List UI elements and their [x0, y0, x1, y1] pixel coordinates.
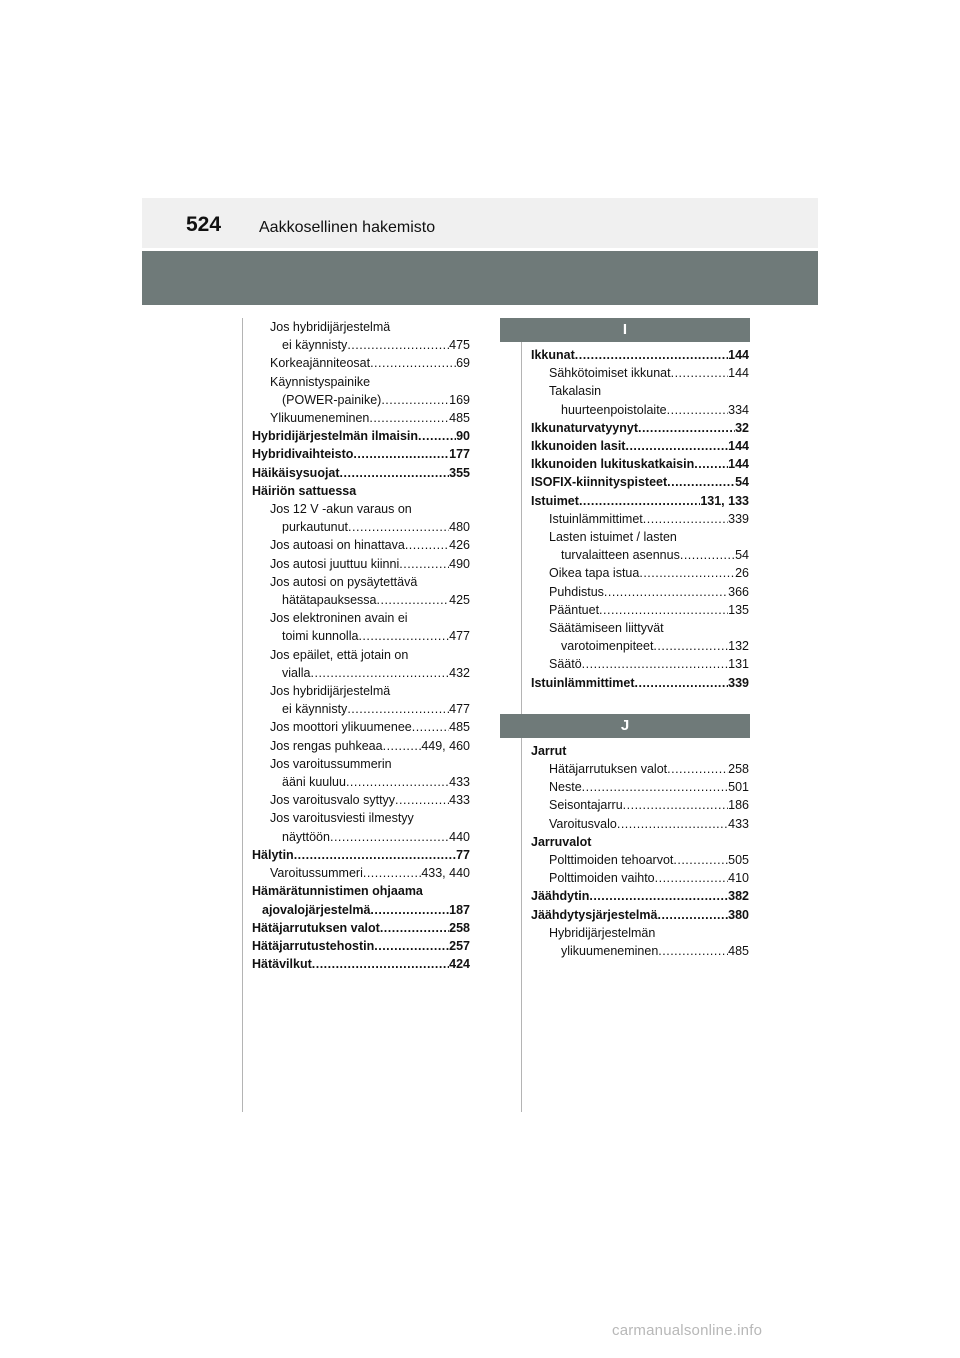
index-entry-text: Neste — [549, 780, 582, 795]
index-entry — [252, 809, 470, 827]
index-entry-text: Seisontajarru — [549, 798, 623, 813]
index-entry-text: Säätämiseen liittyvät — [549, 621, 664, 636]
section-letter-i: I — [500, 318, 750, 342]
dot-leader — [294, 846, 456, 864]
index-entry-page: 131 — [728, 657, 749, 672]
index-entry-text: Hätäjarrutuksen valot — [252, 920, 380, 935]
dot-leader — [358, 627, 449, 645]
index-entry-text: Takalasin — [549, 384, 602, 399]
index-entry — [531, 382, 749, 400]
dot-leader — [657, 906, 728, 924]
index-entry-text: Hälytin — [252, 847, 294, 862]
index-entry-text: Jarrut — [531, 743, 567, 758]
index-entry-page: 477 — [449, 702, 470, 717]
index-entry — [252, 864, 470, 882]
index-entry-text: Säätö — [549, 657, 582, 672]
index-entry — [531, 546, 749, 564]
index-entry-text: Jarruvalot — [531, 834, 592, 849]
index-entry-page: 144 — [728, 457, 749, 472]
index-entry-page: 426 — [449, 538, 470, 553]
index-entry-page: 135 — [728, 602, 749, 617]
index-entry-text: Pääntuet — [549, 602, 600, 617]
index-entry-page: 169 — [449, 392, 470, 407]
dot-leader — [658, 942, 728, 960]
index-entry — [252, 482, 470, 500]
dot-leader — [579, 492, 700, 510]
index-entry-page: 54 — [735, 475, 749, 490]
index-entry-text: Korkeajänniteosat — [270, 356, 371, 371]
dot-leader — [369, 409, 449, 427]
index-entry-page: 410 — [728, 871, 749, 886]
page-title: Aakkosellinen hakemisto — [259, 219, 436, 236]
index-entry — [252, 646, 470, 664]
left-column-rule — [242, 318, 243, 1112]
index-entry-page: 132 — [728, 639, 749, 654]
index-entry-text: Jos varoitusviesti ilmestyy — [270, 811, 414, 826]
index-left-column — [252, 318, 470, 973]
index-entry-page: 144 — [728, 348, 749, 362]
index-entry-text: ei käynnisty — [282, 702, 348, 717]
index-entry — [252, 955, 470, 973]
header-band — [142, 251, 818, 305]
index-entry-page: 382 — [728, 889, 749, 904]
index-right-column — [531, 318, 749, 960]
index-entry-page: 480 — [449, 520, 470, 535]
index-entry — [531, 564, 749, 582]
index-entry — [252, 755, 470, 773]
index-entry — [531, 437, 749, 455]
index-entry-text: toimi kunnolla — [282, 629, 359, 644]
index-entry-page: 433 — [449, 775, 470, 790]
index-entry-text: ei käynnisty — [282, 338, 348, 353]
index-entry — [531, 601, 749, 619]
dot-leader — [363, 864, 421, 882]
index-entry — [531, 583, 749, 601]
index-entry — [531, 492, 749, 510]
index-entry-text: varotoimenpiteet — [561, 639, 654, 654]
index-entry-page: 187 — [449, 902, 470, 917]
index-entry-text: Varoitusvalo — [549, 816, 617, 831]
index-entry-text: Jos varoitusvalo syttyy — [270, 793, 396, 808]
dot-leader — [653, 637, 728, 655]
index-entry — [531, 419, 749, 437]
dot-leader — [374, 937, 449, 955]
dot-leader — [673, 851, 728, 869]
index-entry — [252, 464, 470, 482]
index-entry-text: (POWER-painike) — [282, 392, 382, 407]
index-entry-text: Jos moottori ylikuumenee — [270, 720, 412, 735]
index-entry-text: Häiriön sattuessa — [252, 483, 357, 498]
dot-leader — [667, 401, 729, 419]
index-entry-text: Ikkunoiden lasit — [531, 439, 626, 454]
index-entry — [531, 815, 749, 833]
index-entry-page: 177 — [449, 447, 470, 462]
index-entry — [252, 409, 470, 427]
index-entry-text: Jos epäilet, että jotain on — [270, 647, 409, 662]
dot-leader — [312, 955, 449, 973]
index-entry-page: 258 — [728, 762, 749, 777]
index-entry-text: Hätävilkut — [252, 957, 312, 972]
dot-leader — [370, 901, 449, 919]
index-entry — [252, 627, 470, 645]
index-entry-page: 257 — [449, 938, 470, 953]
index-entry — [252, 700, 470, 718]
header-bar — [142, 198, 818, 248]
index-entry-text: Hätäjarrutuksen valot — [549, 762, 668, 777]
index-entry — [531, 510, 749, 528]
dot-leader — [412, 718, 449, 736]
index-entry-text: Sähkötoimiset ikkunat — [549, 366, 671, 381]
dot-leader — [582, 655, 728, 673]
index-entry-page: 485 — [449, 720, 470, 735]
index-entry — [531, 887, 749, 905]
index-entry-page: 339 — [728, 675, 749, 690]
index-entry — [252, 518, 470, 536]
index-entry — [252, 791, 470, 809]
index-entry-page: 366 — [728, 584, 749, 599]
index-entry-page: 501 — [728, 780, 749, 795]
index-entry-page: 144 — [728, 366, 749, 381]
dot-leader — [617, 815, 728, 833]
index-entry-text: purkautunut — [282, 520, 349, 535]
dot-leader — [347, 336, 449, 354]
index-entry-page: 505 — [728, 853, 749, 868]
index-entry — [252, 591, 470, 609]
index-entry — [252, 555, 470, 573]
section-i-entries — [531, 346, 749, 692]
index-entry-text: Hämärätunnistimen ohjaama — [252, 884, 423, 899]
index-entry-text: Jäähdytin — [531, 889, 590, 904]
index-entry — [252, 500, 470, 518]
index-entry-text: Häikäisysuojat — [252, 465, 340, 480]
index-entry — [252, 682, 470, 700]
index-entry-page: 334 — [728, 402, 749, 417]
index-entry — [252, 318, 470, 336]
index-entry-text: Puhdistus — [549, 584, 604, 599]
index-entry — [531, 401, 749, 419]
index-entry-text: Hätäjarrutustehostin — [252, 938, 375, 953]
index-entry — [531, 796, 749, 814]
dot-leader — [399, 555, 449, 573]
index-entry — [531, 674, 749, 692]
index-entry — [531, 851, 749, 869]
index-entry-text: hätätapauksessa — [282, 593, 377, 608]
index-entry-text: Jos autosi juuttuu kiinni — [270, 556, 400, 571]
index-entry — [531, 742, 749, 760]
index-entry-text: näyttöön — [282, 829, 330, 844]
index-entry-text: ISOFIX-kiinnityspisteet — [531, 475, 668, 490]
index-entry-text: turvalaitteen asennus — [561, 548, 680, 563]
dot-leader — [671, 364, 729, 382]
index-entry-page: 433 — [449, 793, 470, 808]
index-entry-text: Käynnistyspainike — [270, 374, 371, 389]
index-entry-text: Ikkunaturvatyynyt — [531, 420, 638, 435]
index-entry-text: Jos hybridijärjestelmä — [270, 320, 391, 334]
index-entry — [531, 473, 749, 491]
index-entry-text: Hybridijärjestelmän ilmaisin — [252, 429, 419, 444]
index-entry-text: Ikkunat — [531, 348, 575, 362]
dot-leader — [346, 773, 449, 791]
index-entry-text: Ikkunoiden lukituskatkaisin — [531, 457, 695, 472]
index-entry-text: Jos autoasi on hinattava — [270, 538, 405, 553]
dot-leader — [639, 564, 735, 582]
index-entry-text: Istuinlämmittimet — [531, 675, 635, 690]
index-entry-text: Jos varoitussummerin — [270, 756, 392, 771]
index-entry-text: Polttimoiden vaihto — [549, 871, 655, 886]
dot-leader — [377, 591, 450, 609]
index-entry-page: 485 — [728, 944, 749, 959]
index-entry — [252, 773, 470, 791]
index-entry-text: Istuinlämmittimet — [549, 511, 643, 526]
dot-leader — [599, 601, 728, 619]
index-entry-page: 432 — [449, 665, 470, 680]
index-entry — [252, 846, 470, 864]
index-entry — [252, 373, 470, 391]
index-entry — [252, 427, 470, 445]
dot-leader — [638, 419, 735, 437]
dot-leader — [643, 510, 728, 528]
index-entry-page: 490 — [449, 556, 470, 571]
index-entry — [252, 573, 470, 591]
index-entry — [252, 937, 470, 955]
dot-leader — [311, 664, 450, 682]
index-entry-text: Istuimet — [531, 493, 579, 508]
dot-leader — [694, 455, 728, 473]
index-entry — [252, 664, 470, 682]
index-entry — [531, 778, 749, 796]
index-entry-text: Jos 12 V -akun varaus on — [270, 502, 412, 517]
dot-leader — [353, 445, 449, 463]
index-entry-text: vialla — [282, 665, 311, 680]
index-entry — [531, 655, 749, 673]
index-entry-text: Jos hybridijärjestelmä — [270, 684, 391, 699]
dot-leader — [381, 391, 449, 409]
index-entry-page: 258 — [449, 920, 470, 935]
dot-leader — [625, 437, 728, 455]
index-entry-page: 131, 133 — [700, 493, 749, 508]
watermark: carmanualsonline.info — [612, 1322, 763, 1339]
index-entry — [531, 346, 749, 364]
index-entry — [531, 869, 749, 887]
index-entry — [252, 919, 470, 937]
dot-leader — [370, 354, 456, 372]
page-number: 524 — [186, 213, 222, 236]
section-letter-j: J — [500, 714, 750, 738]
index-entry-page: 477 — [449, 629, 470, 644]
index-entry — [252, 718, 470, 736]
dot-leader — [575, 346, 728, 364]
dot-leader — [380, 919, 449, 937]
index-entry — [252, 445, 470, 463]
index-entry-page: 433, 440 — [421, 866, 470, 881]
index-entry-text: Jos rengas puhkeaa — [270, 738, 383, 753]
index-entry-page: 186 — [728, 798, 749, 813]
index-entry — [252, 536, 470, 554]
dot-leader — [395, 791, 449, 809]
dot-leader — [635, 674, 729, 692]
index-entry-page: 144 — [728, 439, 749, 454]
index-entry-text: Oikea tapa istua — [549, 566, 640, 581]
index-entry-page: 449, 460 — [421, 738, 470, 753]
index-entry — [252, 336, 470, 354]
dot-leader — [655, 869, 729, 887]
index-entry-page: 424 — [449, 957, 470, 972]
index-entry-page: 90 — [456, 429, 470, 444]
index-entry — [252, 354, 470, 372]
index-entry — [252, 828, 470, 846]
dot-leader — [405, 536, 449, 554]
index-entry-page: 433 — [728, 816, 749, 831]
index-entry-text: Lasten istuimet / lasten — [549, 530, 677, 545]
index-entry-page: 69 — [456, 356, 470, 371]
dot-leader — [418, 427, 456, 445]
index-entry-text: Jos autosi on pysäytettävä — [270, 574, 418, 589]
index-entry — [531, 942, 749, 960]
index-entry-text: huurteenpoistolaite — [561, 402, 667, 417]
dot-leader — [383, 737, 422, 755]
index-entry-text: ajovalojärjestelmä — [262, 902, 371, 917]
index-entry-text: Hybridijärjestelmän — [549, 925, 656, 940]
dot-leader — [582, 778, 728, 796]
dot-leader — [348, 518, 449, 536]
index-entry — [531, 833, 749, 851]
index-entry — [252, 609, 470, 627]
dot-leader — [589, 887, 728, 905]
index-entry — [531, 906, 749, 924]
index-entry-text: Hybridivaihteisto — [252, 447, 354, 462]
index-entry — [531, 924, 749, 942]
dot-leader — [340, 464, 450, 482]
dot-leader — [623, 796, 728, 814]
index-entry-page: 475 — [449, 338, 470, 353]
index-entry-page: 339 — [728, 511, 749, 526]
index-entry — [531, 364, 749, 382]
index-entry-page: 485 — [449, 411, 470, 426]
index-entry-text: ylikuumeneminen — [561, 944, 659, 959]
dot-leader — [347, 700, 449, 718]
index-entry — [252, 882, 470, 900]
index-entry-page: 380 — [728, 907, 749, 922]
index-entry-text: ääni kuuluu — [282, 775, 346, 790]
index-entry-page: 26 — [735, 566, 749, 581]
index-entry-text: Varoitussummeri — [270, 866, 363, 881]
index-entry-page: 425 — [449, 593, 470, 608]
index-entry-text: Jos elektroninen avain ei — [270, 611, 408, 626]
dot-leader — [604, 583, 728, 601]
dot-leader — [667, 473, 735, 491]
section-j-entries — [531, 742, 749, 960]
index-entry — [531, 619, 749, 637]
dot-leader — [330, 828, 449, 846]
index-entry-page: 440 — [449, 829, 470, 844]
index-entry-text: Ylikuumeneminen — [270, 411, 370, 426]
index-entry-page: 355 — [449, 465, 470, 480]
index-entry-text: Polttimoiden tehoarvot — [549, 853, 674, 868]
index-entry — [252, 391, 470, 409]
index-entry-page: 77 — [456, 847, 470, 862]
index-entry-text: Jäähdytysjärjestelmä — [531, 907, 658, 922]
index-entry — [252, 737, 470, 755]
dot-leader — [680, 546, 735, 564]
index-entry-page: 54 — [735, 548, 749, 563]
index-entry — [531, 637, 749, 655]
index-entry — [531, 455, 749, 473]
index-entry — [531, 528, 749, 546]
dot-leader — [667, 760, 728, 778]
index-entry — [531, 760, 749, 778]
index-entry — [252, 901, 470, 919]
index-entry-page: 32 — [735, 420, 749, 435]
